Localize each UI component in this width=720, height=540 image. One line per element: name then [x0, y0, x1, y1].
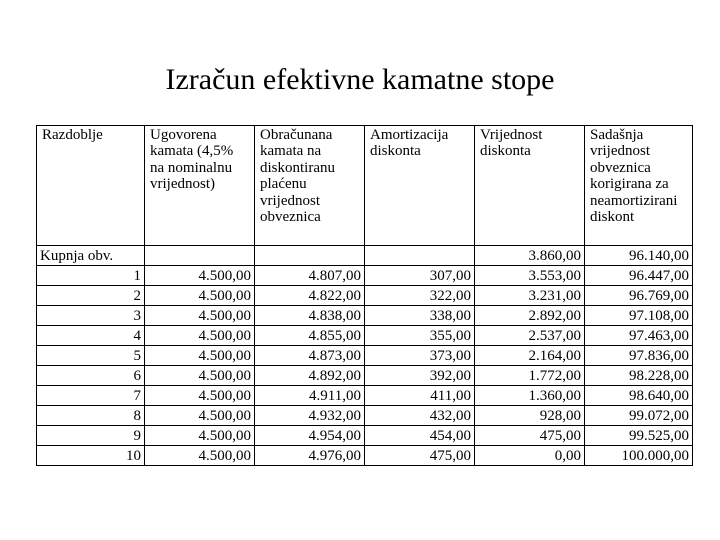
cell-period: 1 — [37, 266, 145, 286]
cell-contracted-interest: 4.500,00 — [145, 326, 255, 346]
cell-contracted-interest: 4.500,00 — [145, 406, 255, 426]
table-row — [37, 446, 693, 466]
table-row — [37, 306, 693, 326]
cell-discount-value: 928,00 — [475, 406, 585, 426]
cell-period: 9 — [37, 426, 145, 446]
table-header-row — [37, 126, 693, 246]
cell-present-value: 96.769,00 — [585, 286, 693, 306]
cell-present-value: 97.836,00 — [585, 346, 693, 366]
cell-present-value: 96.140,00 — [585, 246, 693, 266]
cell-calculated-interest — [255, 246, 365, 266]
cell-calculated-interest: 4.873,00 — [255, 346, 365, 366]
cell-contracted-interest — [145, 246, 255, 266]
cell-discount-value: 2.537,00 — [475, 326, 585, 346]
table-row — [37, 426, 693, 446]
effective-interest-table — [36, 125, 693, 466]
table-row — [37, 346, 693, 366]
cell-calculated-interest: 4.822,00 — [255, 286, 365, 306]
cell-period: 6 — [37, 366, 145, 386]
cell-discount-value: 475,00 — [475, 426, 585, 446]
cell-discount-amortization: 373,00 — [365, 346, 475, 366]
cell-discount-value: 1.772,00 — [475, 366, 585, 386]
table-row — [37, 286, 693, 306]
cell-discount-amortization: 411,00 — [365, 386, 475, 406]
cell-contracted-interest: 4.500,00 — [145, 386, 255, 406]
cell-calculated-interest: 4.932,00 — [255, 406, 365, 426]
cell-period: 5 — [37, 346, 145, 366]
cell-calculated-interest: 4.976,00 — [255, 446, 365, 466]
cell-calculated-interest: 4.838,00 — [255, 306, 365, 326]
cell-discount-value: 2.892,00 — [475, 306, 585, 326]
table-row — [37, 326, 693, 346]
cell-period: Kupnja obv. — [37, 246, 145, 266]
header-present-value: Sadašnja vrijednost obveznica korigirana za neamortizirani diskont — [585, 126, 693, 246]
cell-discount-amortization: 454,00 — [365, 426, 475, 446]
cell-discount-amortization: 307,00 — [365, 266, 475, 286]
cell-period: 2 — [37, 286, 145, 306]
table-row — [37, 266, 693, 286]
slide-title: Izračun efektivne kamatne stope — [165, 63, 555, 97]
cell-discount-amortization: 355,00 — [365, 326, 475, 346]
cell-contracted-interest: 4.500,00 — [145, 286, 255, 306]
cell-present-value: 97.108,00 — [585, 306, 693, 326]
cell-period: 4 — [37, 326, 145, 346]
table-row — [37, 406, 693, 426]
cell-period: 7 — [37, 386, 145, 406]
cell-calculated-interest: 4.954,00 — [255, 426, 365, 446]
header-contracted-interest: Ugovorena kamata (4,5% na nominalnu vrijednost) — [145, 126, 255, 246]
cell-contracted-interest: 4.500,00 — [145, 266, 255, 286]
cell-discount-amortization — [365, 246, 475, 266]
cell-calculated-interest: 4.855,00 — [255, 326, 365, 346]
cell-discount-amortization: 432,00 — [365, 406, 475, 426]
cell-present-value: 99.072,00 — [585, 406, 693, 426]
cell-contracted-interest: 4.500,00 — [145, 346, 255, 366]
cell-discount-amortization: 322,00 — [365, 286, 475, 306]
cell-discount-value: 1.360,00 — [475, 386, 585, 406]
cell-contracted-interest: 4.500,00 — [145, 306, 255, 326]
table-row — [37, 246, 693, 266]
header-discount-amortization: Amortizacija diskonta — [365, 126, 475, 246]
cell-period: 10 — [37, 446, 145, 466]
cell-discount-amortization: 475,00 — [365, 446, 475, 466]
cell-contracted-interest: 4.500,00 — [145, 366, 255, 386]
cell-present-value: 97.463,00 — [585, 326, 693, 346]
cell-present-value: 96.447,00 — [585, 266, 693, 286]
cell-present-value: 100.000,00 — [585, 446, 693, 466]
cell-period: 8 — [37, 406, 145, 426]
cell-discount-amortization: 392,00 — [365, 366, 475, 386]
cell-calculated-interest: 4.911,00 — [255, 386, 365, 406]
cell-present-value: 98.228,00 — [585, 366, 693, 386]
cell-discount-value: 0,00 — [475, 446, 585, 466]
header-period: Razdoblje — [37, 126, 145, 246]
cell-contracted-interest: 4.500,00 — [145, 426, 255, 446]
cell-contracted-interest: 4.500,00 — [145, 446, 255, 466]
cell-period: 3 — [37, 306, 145, 326]
table-row — [37, 366, 693, 386]
cell-discount-value: 3.231,00 — [475, 286, 585, 306]
cell-discount-value: 3.553,00 — [475, 266, 585, 286]
table-row — [37, 386, 693, 406]
cell-discount-value: 2.164,00 — [475, 346, 585, 366]
cell-calculated-interest: 4.807,00 — [255, 266, 365, 286]
cell-discount-amortization: 338,00 — [365, 306, 475, 326]
header-discount-value: Vrijednost diskonta — [475, 126, 585, 246]
cell-calculated-interest: 4.892,00 — [255, 366, 365, 386]
header-calculated-interest: Obračunana kamata na diskontiranu plaćenu vrijednost obveznica — [255, 126, 365, 246]
cell-discount-value: 3.860,00 — [475, 246, 585, 266]
cell-present-value: 99.525,00 — [585, 426, 693, 446]
cell-present-value: 98.640,00 — [585, 386, 693, 406]
